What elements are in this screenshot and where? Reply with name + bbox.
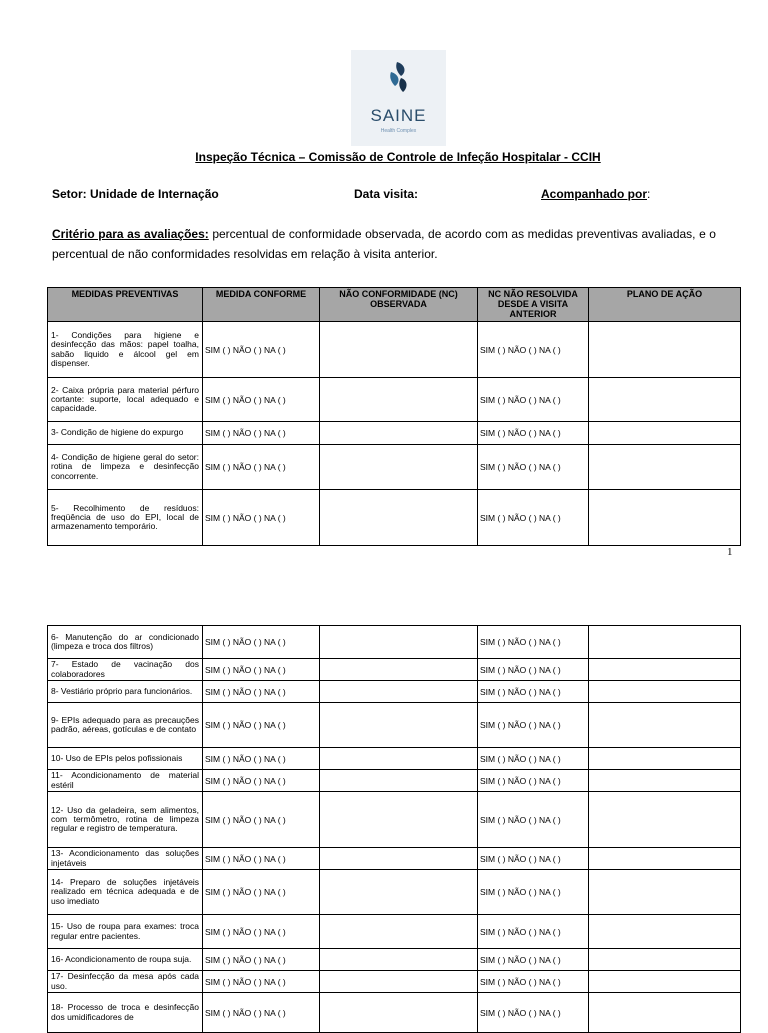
- measure-item: 15- Uso de roupa para exames: troca regular entre pacientes.: [48, 915, 203, 949]
- nc-nao-resolvida-options[interactable]: SIM ( ) NÃO ( ) NA ( ): [478, 971, 589, 993]
- table-row: [48, 490, 741, 546]
- table-row: [48, 659, 741, 681]
- plano-acao-cell: [589, 626, 741, 659]
- plano-acao-cell: [589, 422, 741, 445]
- criteria-paragraph: [52, 224, 716, 264]
- plano-acao-cell: [589, 322, 741, 378]
- header-plano-acao: PLANO DE AÇÃO: [589, 288, 741, 322]
- criteria-text: percentual de conformidade observada, de acordo com as medidas preventivas avaliadas, e o percentual de não conformidades resolvidas em relação à visita anterior.: [52, 227, 716, 261]
- nc-nao-resolvida-options[interactable]: SIM ( ) NÃO ( ) NA ( ): [478, 422, 589, 445]
- nc-nao-resolvida-options[interactable]: SIM ( ) NÃO ( ) NA ( ): [478, 322, 589, 378]
- header-nc-observada: NÃO CONFORMIDADE (NC) OBSERVADA: [320, 288, 478, 322]
- measure-item: 3- Condição de higiene do expurgo: [48, 422, 203, 445]
- nc-nao-resolvida-options[interactable]: SIM ( ) NÃO ( ) NA ( ): [478, 626, 589, 659]
- nc-nao-resolvida-options[interactable]: SIM ( ) NÃO ( ) NA ( ): [478, 848, 589, 870]
- inspection-table-page2: [47, 625, 741, 1033]
- nc-observada-cell: [320, 792, 478, 848]
- nc-nao-resolvida-options[interactable]: SIM ( ) NÃO ( ) NA ( ): [478, 378, 589, 422]
- table-row: [48, 870, 741, 915]
- measure-item: 4- Condição de higiene geral do setor: rotina de limpeza e desinfecção concorrente.: [48, 445, 203, 490]
- nc-observada-cell: [320, 378, 478, 422]
- nc-nao-resolvida-options[interactable]: SIM ( ) NÃO ( ) NA ( ): [478, 915, 589, 949]
- acompanhado-colon: :: [647, 187, 651, 201]
- measure-item: 16- Acondicionamento de roupa suja.: [48, 949, 203, 971]
- table-row: [48, 626, 741, 659]
- table-row: [48, 703, 741, 748]
- table-row: [48, 993, 741, 1033]
- nc-nao-resolvida-options[interactable]: SIM ( ) NÃO ( ) NA ( ): [478, 993, 589, 1033]
- document-title: Inspeção Técnica – Comissão de Controle de Infeção Hospitalar - CCIH: [195, 150, 601, 164]
- plano-acao-cell: [589, 659, 741, 681]
- nc-observada-cell: [320, 703, 478, 748]
- nc-observada-cell: [320, 770, 478, 792]
- plano-acao-cell: [589, 703, 741, 748]
- data-visita-label: Data visita:: [354, 187, 419, 201]
- conforme-options[interactable]: SIM ( ) NÃO ( ) NA ( ): [203, 378, 320, 422]
- table-row: [48, 792, 741, 848]
- measure-item: 8- Vestiário próprio para funcionários.: [48, 681, 203, 703]
- table-row: [48, 971, 741, 993]
- nc-observada-cell: [320, 993, 478, 1033]
- nc-nao-resolvida-options[interactable]: SIM ( ) NÃO ( ) NA ( ): [478, 681, 589, 703]
- measure-item: 5- Recolhimento de resíduos: freqüência de uso do EPI, local de armazenamento temporário.: [48, 490, 203, 546]
- nc-observada-cell: [320, 915, 478, 949]
- conforme-options[interactable]: SIM ( ) NÃO ( ) NA ( ): [203, 626, 320, 659]
- plano-acao-cell: [589, 748, 741, 770]
- conforme-options[interactable]: SIM ( ) NÃO ( ) NA ( ): [203, 748, 320, 770]
- nc-observada-cell: [320, 422, 478, 445]
- logo-brand: SAINE: [370, 106, 427, 125]
- table-row: [48, 422, 741, 445]
- table-row: [48, 770, 741, 792]
- measure-item: 11- Acondicionamento de material estéril: [48, 770, 203, 792]
- logo-mark-icon: [351, 50, 446, 106]
- nc-nao-resolvida-options[interactable]: SIM ( ) NÃO ( ) NA ( ): [478, 703, 589, 748]
- plano-acao-cell: [589, 971, 741, 993]
- conforme-options[interactable]: SIM ( ) NÃO ( ) NA ( ): [203, 703, 320, 748]
- plano-acao-cell: [589, 681, 741, 703]
- conforme-options[interactable]: SIM ( ) NÃO ( ) NA ( ): [203, 422, 320, 445]
- conforme-options[interactable]: SIM ( ) NÃO ( ) NA ( ): [203, 659, 320, 681]
- plano-acao-cell: [589, 870, 741, 915]
- measure-item: 14- Preparo de soluções injetáveis realizado em técnica adequada e de uso imediato: [48, 870, 203, 915]
- plano-acao-cell: [589, 915, 741, 949]
- plano-acao-cell: [589, 770, 741, 792]
- nc-observada-cell: [320, 748, 478, 770]
- measure-item: 7- Estado de vacinação dos colaboradores: [48, 659, 203, 681]
- acompanhado-label: [541, 187, 650, 201]
- conforme-options[interactable]: SIM ( ) NÃO ( ) NA ( ): [203, 949, 320, 971]
- nc-observada-cell: [320, 445, 478, 490]
- nc-nao-resolvida-options[interactable]: SIM ( ) NÃO ( ) NA ( ): [478, 445, 589, 490]
- table-row: [48, 681, 741, 703]
- measure-item: 17- Desinfecção da mesa após cada uso.: [48, 971, 203, 993]
- header-medidas: MEDIDAS PREVENTIVAS: [48, 288, 203, 322]
- plano-acao-cell: [589, 792, 741, 848]
- table-row: [48, 949, 741, 971]
- plano-acao-cell: [589, 848, 741, 870]
- logo-tagline: Health Complex: [380, 128, 417, 134]
- nc-observada-cell: [320, 490, 478, 546]
- header-nc-nao-resolvida: NC NÃO RESOLVIDA DESDE A VISITA ANTERIOR: [478, 288, 589, 322]
- table-row: [48, 322, 741, 378]
- nc-observada-cell: [320, 322, 478, 378]
- criteria-label: Critério para as avaliações:: [52, 227, 209, 241]
- plano-acao-cell: [589, 445, 741, 490]
- nc-nao-resolvida-options[interactable]: SIM ( ) NÃO ( ) NA ( ): [478, 770, 589, 792]
- inspection-table-page1: [47, 287, 741, 546]
- nc-observada-cell: [320, 870, 478, 915]
- measure-item: 10- Uso de EPIs pelos pofissionais: [48, 748, 203, 770]
- saine-logo: [351, 50, 446, 146]
- table-row: [48, 848, 741, 870]
- nc-observada-cell: [320, 659, 478, 681]
- nc-nao-resolvida-options[interactable]: SIM ( ) NÃO ( ) NA ( ): [478, 792, 589, 848]
- page-number: 1: [727, 546, 733, 558]
- measure-item: 9- EPIs adequado para as precauções padrão, aéreas, gotículas e de contato: [48, 703, 203, 748]
- measure-item: 6- Manutenção do ar condicionado (limpeza e troca dos filtros): [48, 626, 203, 659]
- conforme-options[interactable]: SIM ( ) NÃO ( ) NA ( ): [203, 322, 320, 378]
- conforme-options[interactable]: SIM ( ) NÃO ( ) NA ( ): [203, 792, 320, 848]
- nc-nao-resolvida-options[interactable]: SIM ( ) NÃO ( ) NA ( ): [478, 949, 589, 971]
- nc-observada-cell: [320, 848, 478, 870]
- measure-item: 1- Condições para higiene e desinfecção das mãos: papel toalha, sabão liquido e álcool gel em dispenser.: [48, 322, 203, 378]
- nc-observada-cell: [320, 971, 478, 993]
- measure-item: 2- Caixa própria para material pérfuro cortante: suporte, local adequado e capacidade.: [48, 378, 203, 422]
- conforme-options[interactable]: SIM ( ) NÃO ( ) NA ( ): [203, 848, 320, 870]
- nc-nao-resolvida-options[interactable]: SIM ( ) NÃO ( ) NA ( ): [478, 659, 589, 681]
- conforme-options[interactable]: SIM ( ) NÃO ( ) NA ( ): [203, 915, 320, 949]
- conforme-options[interactable]: SIM ( ) NÃO ( ) NA ( ): [203, 870, 320, 915]
- plano-acao-cell: [589, 949, 741, 971]
- conforme-options[interactable]: SIM ( ) NÃO ( ) NA ( ): [203, 770, 320, 792]
- plano-acao-cell: [589, 993, 741, 1033]
- plano-acao-cell: [589, 378, 741, 422]
- nc-observada-cell: [320, 626, 478, 659]
- acompanhado-text: Acompanhado por: [541, 187, 648, 201]
- nc-nao-resolvida-options[interactable]: SIM ( ) NÃO ( ) NA ( ): [478, 870, 589, 915]
- conforme-options[interactable]: SIM ( ) NÃO ( ) NA ( ): [203, 681, 320, 703]
- table-row: [48, 445, 741, 490]
- nc-nao-resolvida-options[interactable]: SIM ( ) NÃO ( ) NA ( ): [478, 490, 589, 546]
- nc-observada-cell: [320, 681, 478, 703]
- table-row: [48, 915, 741, 949]
- plano-acao-cell: [589, 490, 741, 546]
- measure-item: 13- Acondicionamento das soluções injetáveis: [48, 848, 203, 870]
- conforme-options[interactable]: SIM ( ) NÃO ( ) NA ( ): [203, 445, 320, 490]
- table-row: [48, 748, 741, 770]
- measure-item: 18- Processo de troca e desinfecção dos umidificadores de: [48, 993, 203, 1033]
- table-row: [48, 378, 741, 422]
- nc-observada-cell: [320, 949, 478, 971]
- setor-label: Setor: Unidade de Internação: [52, 187, 219, 201]
- header-medida-conforme: MEDIDA CONFORME: [203, 288, 320, 322]
- nc-nao-resolvida-options[interactable]: SIM ( ) NÃO ( ) NA ( ): [478, 748, 589, 770]
- conforme-options[interactable]: SIM ( ) NÃO ( ) NA ( ): [203, 993, 320, 1033]
- conforme-options[interactable]: SIM ( ) NÃO ( ) NA ( ): [203, 490, 320, 546]
- measure-item: 12- Uso da geladeira, sem alimentos, com termômetro, rotina de limpeza regular e registro de temperatura.: [48, 792, 203, 848]
- conforme-options[interactable]: SIM ( ) NÃO ( ) NA ( ): [203, 971, 320, 993]
